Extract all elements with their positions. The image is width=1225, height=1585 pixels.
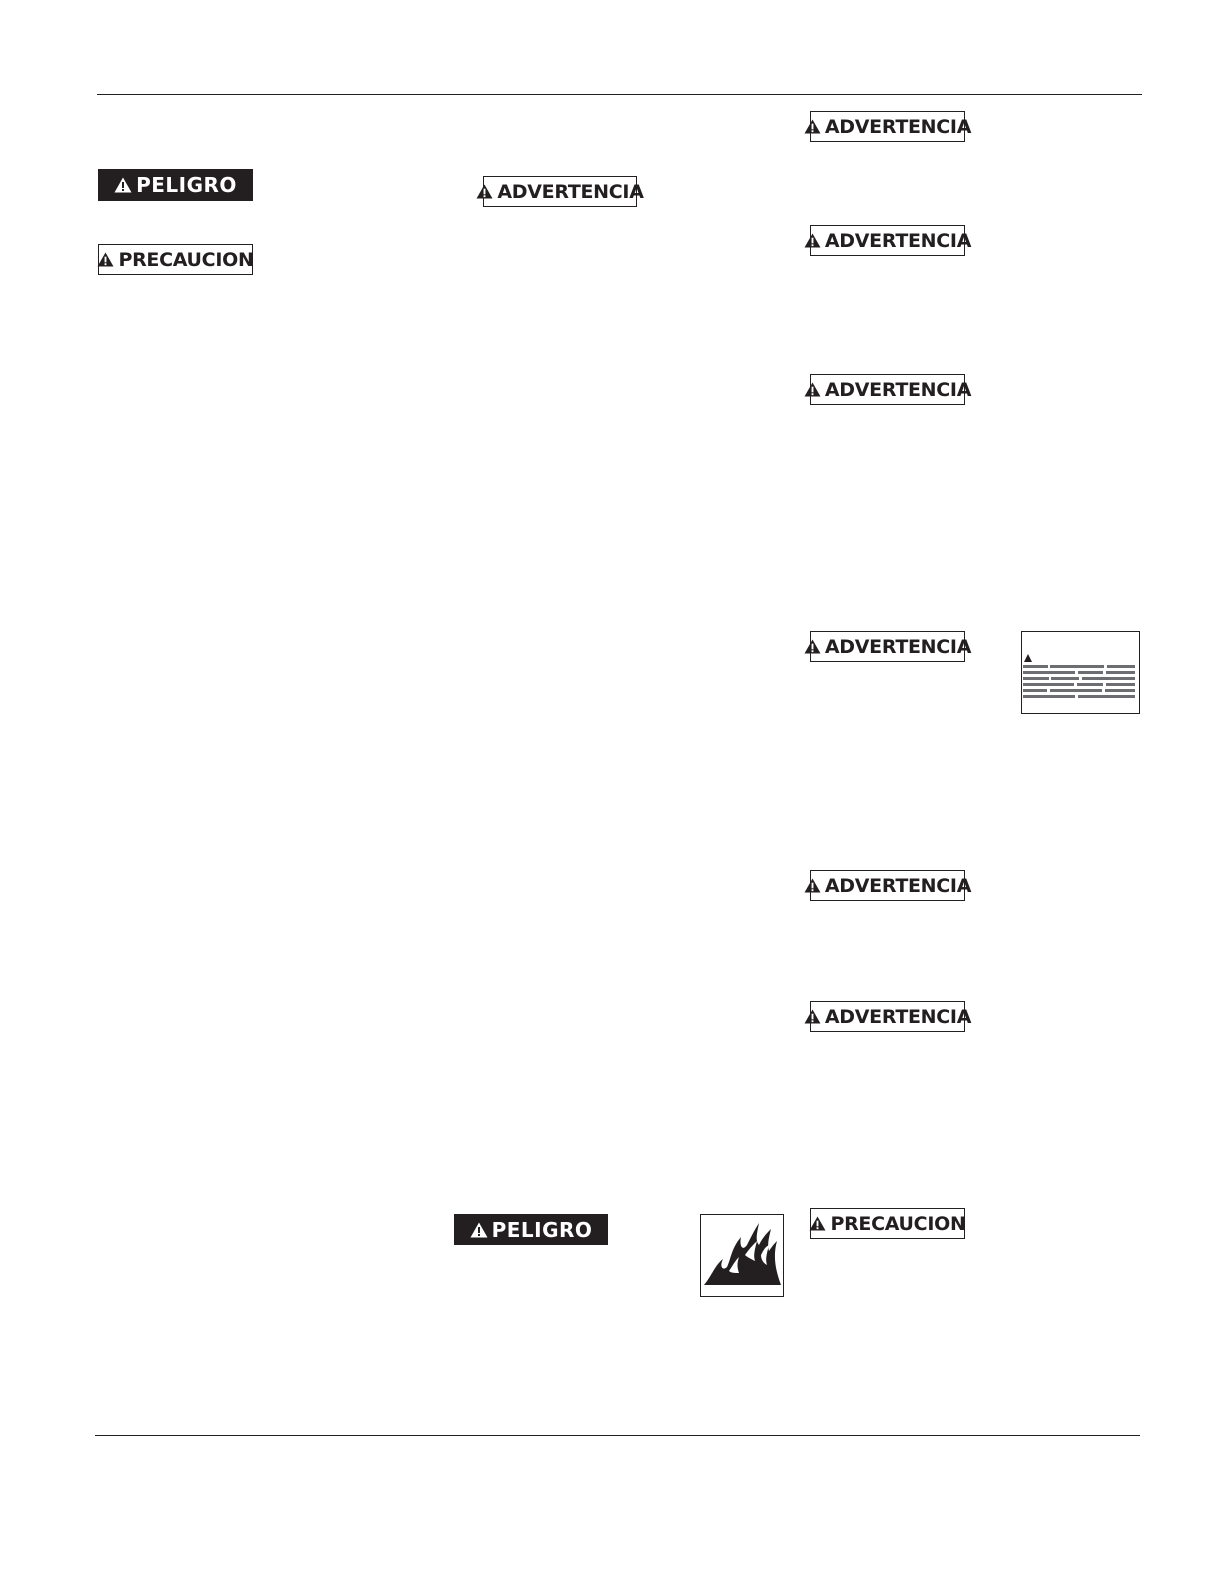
fire-hazard-icon xyxy=(700,1214,784,1297)
danger-label xyxy=(98,169,253,201)
warning-triangle-icon xyxy=(809,1216,826,1231)
header-rule xyxy=(97,94,1142,95)
warning-label-text: ADVERTENCIA xyxy=(824,635,972,658)
warning-triangle-icon xyxy=(114,177,132,193)
warning-label-text: ADVERTENCIA xyxy=(824,874,972,897)
caution-label-text: PRECAUCION xyxy=(118,248,254,271)
caution-label-text: PRECAUCION xyxy=(830,1212,966,1235)
warning-triangle-icon xyxy=(470,1222,488,1238)
warning-triangle-icon xyxy=(804,878,821,893)
warning-triangle-icon xyxy=(804,233,821,248)
warning-label-icon xyxy=(1021,631,1140,714)
warning-triangle-icon xyxy=(804,382,821,397)
warning-label-text: ADVERTENCIA xyxy=(497,180,644,203)
caution-label xyxy=(810,1208,965,1239)
warning-label-text: ADVERTENCIA xyxy=(824,229,972,252)
warning-label xyxy=(810,374,972,405)
caution-label xyxy=(98,244,253,275)
danger-label xyxy=(454,1214,608,1245)
warning-label-text: ADVERTENCIA xyxy=(824,1005,972,1028)
warning-triangle-icon xyxy=(804,119,821,134)
warning-triangle-icon xyxy=(476,184,493,199)
warning-label-text: ADVERTENCIA xyxy=(824,378,972,401)
warning-label xyxy=(810,870,972,901)
warning-label xyxy=(810,1001,972,1032)
warning-label xyxy=(810,111,972,142)
warning-label xyxy=(810,225,972,256)
danger-label-text: PELIGRO xyxy=(491,1217,593,1242)
danger-label-text: PELIGRO xyxy=(136,173,237,197)
warning-label xyxy=(810,631,972,662)
warning-label-text: ADVERTENCIA xyxy=(824,115,972,138)
warning-triangle-icon xyxy=(804,639,821,654)
warning-triangle-icon xyxy=(97,252,114,267)
warning-label xyxy=(483,176,644,207)
warning-triangle-icon xyxy=(804,1009,821,1024)
footer-rule xyxy=(95,1435,1140,1436)
